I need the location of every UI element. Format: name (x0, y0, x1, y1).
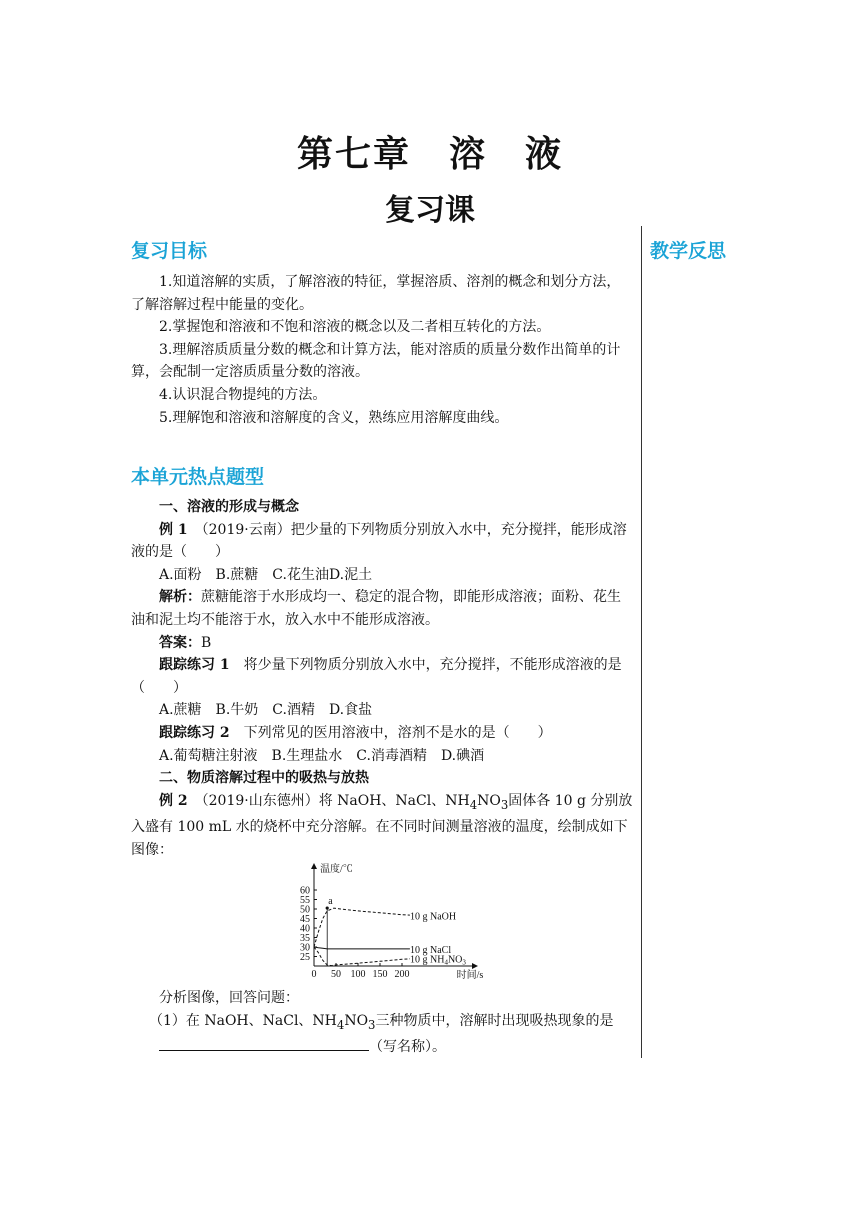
subscript: 3 (368, 1017, 376, 1032)
example-2-label: 例 2 (159, 792, 188, 809)
answer-label: 答案： (159, 634, 201, 651)
after-chart-prompt: 分析图像，回答问题： (159, 990, 299, 1007)
track2-options: A.葡萄糖注射液 B.生理盐水 C.消毒酒精 D.碘酒 (159, 747, 485, 764)
question-1-text: （1）在 NaOH、NaCl、NH (149, 1012, 337, 1029)
track-exercise-1 (131, 654, 633, 699)
chapter-title: 第七章 溶 液 (296, 133, 563, 175)
y-tick-label: 35 (300, 933, 310, 945)
y-axis-label: 温度/℃ (320, 864, 353, 876)
series-label-nacl: 10 g NaCl (410, 945, 452, 957)
x-tick-label: 150 (372, 969, 388, 981)
x-axis-arrow (472, 963, 478, 969)
answer-value: B (201, 634, 212, 651)
goal-item: 1.知道溶解的实质，了解溶液的特征，掌握溶质、溶剂的概念和划分方法，了解溶解过程中能量的变化。 (131, 274, 621, 313)
series-label-naoh: 10 g NaOH (410, 911, 457, 923)
series-line-0 (314, 908, 410, 947)
track1-text: 将少量下列物质分别放入水中，充分搅拌，不能形成溶液的是（ ） (131, 657, 622, 696)
series-line-2 (314, 947, 410, 966)
example-1-options: A.面粉 B.蔗糖 C.花生油D.泥土 (159, 566, 373, 583)
review-goals-heading: 复习目标 (131, 240, 208, 262)
answer-line-row (131, 1036, 633, 1059)
y-axis-arrow (311, 863, 317, 869)
part1-title: 一、溶液的形成与概念 (159, 499, 299, 515)
track2-text: 下列常见的医用溶液中，溶剂不是水的是（ ） (229, 724, 552, 741)
lesson-subtitle: 复习课 (385, 193, 475, 228)
question-1-text: 三种物质中，溶解时出现吸热现象的是 (375, 1012, 614, 1029)
point-a-label: a (328, 896, 333, 908)
example-1-label: 例 1 (159, 521, 188, 538)
temperature-chart (131, 861, 633, 987)
y-tick-label: 60 (300, 885, 310, 897)
track1-options: A.蔗糖 B.牛奶 C.酒精 D.食盐 (159, 702, 373, 719)
goal-item: 5.理解饱和溶液和溶解度的含义，熟练应用溶解度曲线。 (159, 409, 509, 426)
goal-item: 3.理解溶质质量分数的概念和计算方法，能对溶质的质量分数作出简单的计算，会配制一定溶质质量分数的溶液。 (131, 341, 621, 381)
part2-title: 二、物质溶解过程中的吸热与放热 (159, 770, 369, 787)
review-goals-list (131, 271, 633, 429)
y-tick-label: 25 (300, 952, 310, 964)
column-divider (641, 226, 642, 1058)
answer-blank[interactable] (159, 1036, 369, 1051)
subscript: 4 (469, 797, 478, 812)
analysis (131, 586, 633, 631)
y-tick-label: 45 (300, 914, 310, 926)
subscript: 4 (336, 1017, 345, 1032)
answer (131, 632, 633, 655)
track2-label: 跟踪练习 2 (159, 724, 230, 741)
y-tick-label: 40 (300, 923, 310, 935)
question-1-text: NO (344, 1012, 369, 1029)
x-axis-label: 时间/s (456, 970, 484, 982)
track1-label: 跟踪练习 1 (159, 657, 230, 674)
series-label-nh4no3: 10 g $NH_4NO_3$ (410, 954, 466, 967)
example-2-text: NO (477, 792, 501, 809)
x-tick-label: 100 (350, 969, 366, 981)
example-1-text: （2019·云南）把少量的下列物质分别放入水中，充分搅拌，能形成溶液的是（ ） (131, 521, 627, 561)
x-tick-label: 200 (394, 969, 410, 981)
hot-topics-body (131, 496, 633, 1059)
temperature-chart-svg (286, 863, 486, 985)
example-2-text: （2019·山东德州）将 NaOH、NaCl、NH (187, 792, 470, 809)
example-2 (131, 790, 633, 862)
teaching-reflection-heading: 教学反思 (650, 240, 727, 262)
example-1 (131, 519, 633, 564)
goal-item: 4.认识混合物提纯的方法。 (159, 386, 327, 403)
goal-item: 2.掌握饱和溶液和不饱和溶液的概念以及二者相互转化的方法。 (159, 319, 551, 336)
series-line-1 (314, 947, 410, 949)
x-tick-label: 50 (331, 969, 341, 981)
question-1 (131, 1010, 633, 1036)
y-tick-label: 50 (300, 904, 310, 916)
analysis-text: 蔗糖能溶于水形成均一、稳定的混合物，即能形成溶液；面粉、花生油和泥土均不能溶于水，放入水中不能形成溶液。 (131, 589, 621, 628)
y-tick-label: 55 (300, 895, 310, 907)
analysis-label: 解析： (159, 589, 201, 606)
example-2-text: 固体各 10 g 分别放入盛有 100 mL 水的烧杯中充分溶解。在不同时间测量溶液的温度，绘制成如下图像： (131, 792, 633, 858)
subscript: 3 (500, 797, 509, 812)
x-tick-label: 0 (311, 969, 317, 981)
question-1-tail: （写名称）。 (369, 1039, 446, 1056)
hot-topics-heading: 本单元热点题型 (131, 466, 265, 488)
track-exercise-2 (131, 722, 633, 745)
y-tick-label: 30 (300, 942, 310, 954)
